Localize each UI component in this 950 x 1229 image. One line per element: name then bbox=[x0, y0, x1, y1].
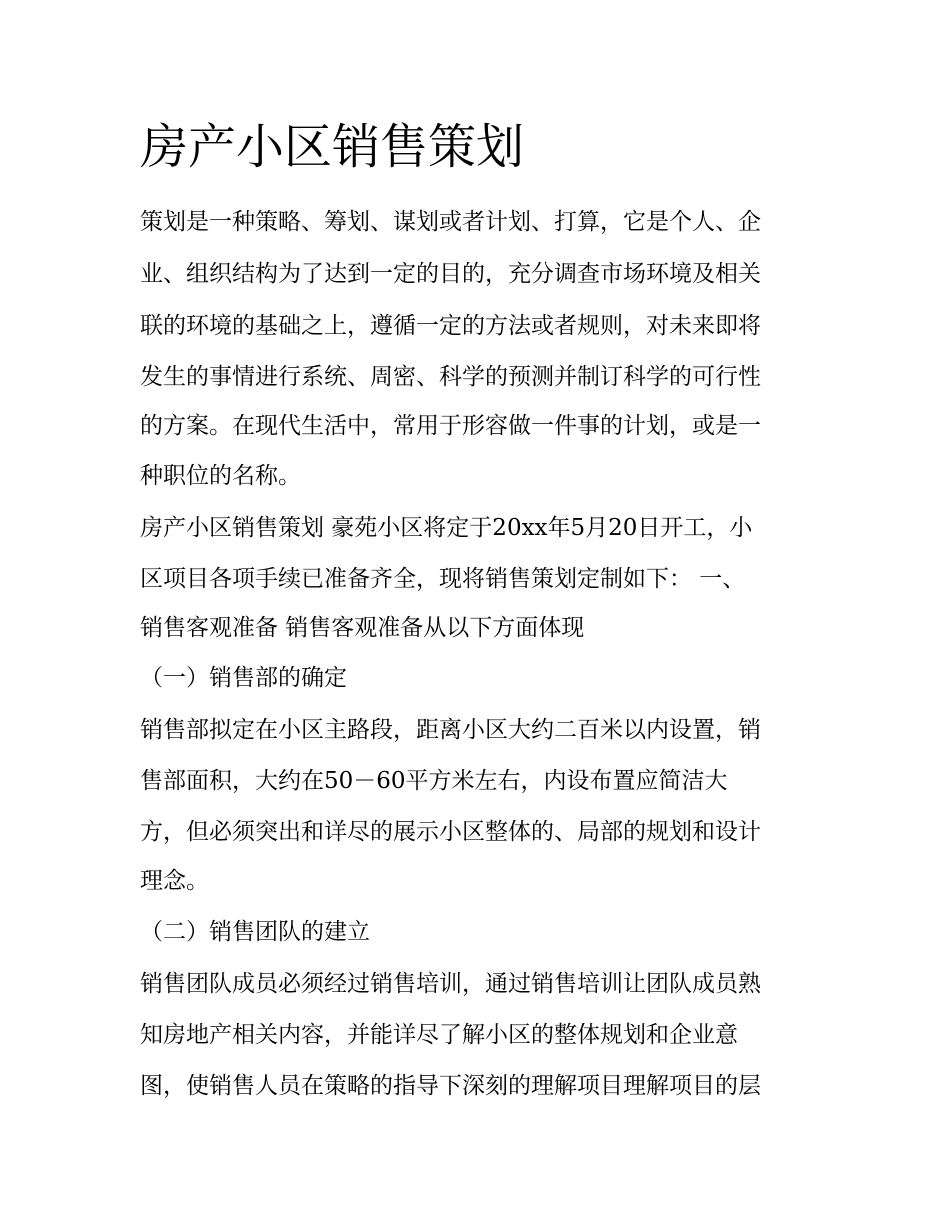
section-heading: （二）销售团队的建立 bbox=[140, 919, 370, 945]
text-line: 发生的事情进行系统、周密、科学的预测并制订科学的可行性 bbox=[140, 364, 761, 390]
text-line: 销售团队成员必须经过销售培训，通过销售培训让团队成员熟 bbox=[140, 971, 761, 997]
text-line: 区项目各项手续已准备齐全，现将销售策划定制如下： 一、 bbox=[140, 566, 746, 592]
document-title: 房产小区销售策划 bbox=[140, 119, 525, 175]
text-line: 的方案。在现代生活中，常用于形容做一件事的计划，或是一 bbox=[140, 413, 761, 439]
text-line: 房产小区销售策划 豪苑小区将定于20xx年5月20日开工，小 bbox=[140, 515, 753, 541]
text-line: 业、组织结构为了达到一定的目的，充分调查市场环境及相关 bbox=[140, 261, 761, 287]
text-line: 联的环境的基础之上，遵循一定的方法或者规则，对未来即将 bbox=[140, 313, 761, 339]
text-line: 方，但必须突出和详尽的展示小区整体的、局部的规划和设计 bbox=[140, 819, 761, 845]
text-line: 图，使销售人员在策略的指导下深刻的理解项目理解项目的层 bbox=[140, 1073, 761, 1099]
text-line: 种职位的名称。 bbox=[140, 463, 301, 489]
text-line: 售部面积，大约在50－60平方米左右，内设布置应简洁大 bbox=[140, 768, 728, 794]
text-line: 销售部拟定在小区主路段，距离小区大约二百米以内设置，销 bbox=[140, 717, 761, 743]
text-line: 销售客观准备 销售客观准备从以下方面体现 bbox=[140, 615, 585, 641]
text-line: 知房地产相关内容，并能详尽了解小区的整体规划和企业意 bbox=[140, 1022, 738, 1048]
section-heading: （一）销售部的确定 bbox=[140, 665, 347, 691]
text-line: 理念。 bbox=[140, 868, 209, 894]
text-line: 策划是一种策略、筹划、谋划或者计划、打算，它是个人、企 bbox=[140, 209, 761, 235]
